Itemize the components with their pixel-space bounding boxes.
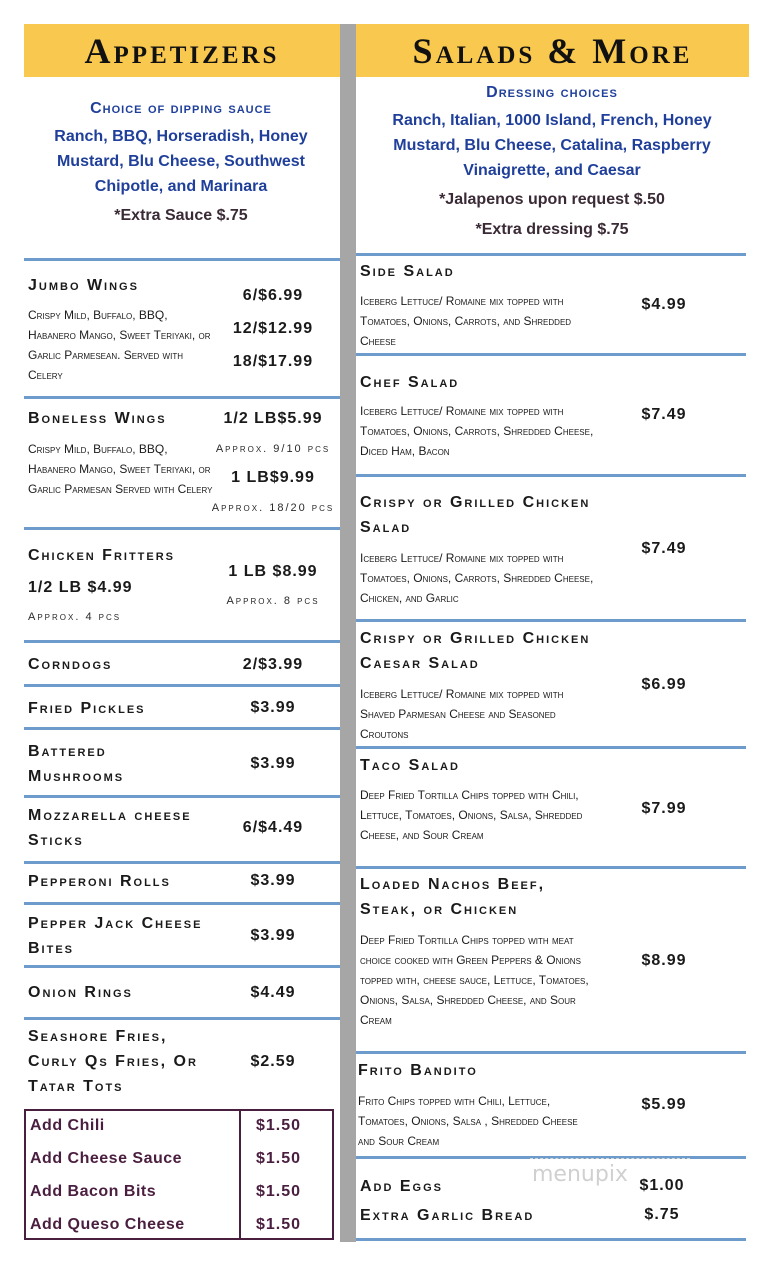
divider (356, 474, 746, 477)
divider (356, 253, 746, 256)
appetizer-item-price: $4.49 (250, 984, 296, 1001)
appetizer-item-name: Pepperoni Rolls (28, 873, 171, 890)
watermark-line (530, 1158, 690, 1159)
addon-name: Add Queso Cheese (30, 1216, 185, 1233)
salad-item-desc: Iceberg Lettuce/ Romaine mix topped with Tomatoes, Onions, Carrots, Shredded Cheese, Diced Ham, Bacon (360, 404, 594, 458)
chicken-fritters-name: Chicken Fritters (28, 547, 175, 564)
appetizer-item-price: $3.99 (250, 927, 296, 944)
appetizer-item-name: Battered Mushrooms (28, 743, 125, 785)
chicken-fritters-note-lb: Approx. 8 pcs (226, 595, 320, 607)
addon-price: $1.50 (256, 1183, 302, 1200)
extra-item-name: Extra Garlic Bread (360, 1207, 535, 1224)
salad-item-name: Crispy or Grilled Chicken Caesar Salad (360, 630, 591, 672)
appetizer-addons-box (24, 1109, 334, 1240)
appetizer-item-price: $3.99 (250, 699, 296, 716)
addon-row (26, 1144, 332, 1177)
appetizer-item-name: Pepper Jack Cheese Bites (28, 915, 203, 957)
salads-header: Salads & More (356, 24, 749, 77)
chicken-fritters-price-lb: 1 LB $8.99 (228, 563, 318, 580)
jumbo-wings-desc: Crispy Mild, Buffalo, BBQ, Habanero Mango, Sweet Teriyaki, or Garlic Parmesean. Served with Celery (28, 308, 211, 382)
addon-name: Add Chili (30, 1117, 105, 1134)
addon-price: $1.50 (256, 1117, 302, 1134)
jumbo-wings-name: Jumbo Wings (28, 277, 139, 294)
addon-name: Add Cheese Sauce (30, 1150, 183, 1167)
dipping-sauce-list: Ranch, BBQ, Horseradish, Honey Mustard, Blu Cheese, Southwest Chipotle, and Marinara (54, 128, 308, 195)
divider (24, 727, 340, 730)
salad-item-name: Frito Bandito (358, 1062, 478, 1079)
divider (356, 353, 746, 356)
addon-row (26, 1111, 332, 1144)
boneless-wings-desc: Crispy Mild, Buffalo, BBQ, Habanero Mango, Sweet Teriyaki, or Garlic Parmesan Served with Celery (28, 442, 213, 496)
jumbo-wings-price-12: 12/$12.99 (232, 320, 314, 337)
appetizer-item-name: Fried Pickles (28, 700, 146, 717)
dipping-sauce-title: Choice of dipping sauce (90, 100, 272, 117)
dressing-title: Dressing choices (486, 84, 618, 101)
divider (24, 527, 340, 530)
salad-item-desc: Iceberg Lettuce/ Romaine mix topped with Shaved Parmesan Cheese and Seasoned Croutons (360, 687, 564, 741)
jumbo-wings-price-6: 6/$6.99 (242, 287, 304, 304)
appetizer-item-price: $3.99 (250, 755, 296, 772)
jumbo-wings-price-18: 18/$17.99 (232, 353, 314, 370)
dipping-sauce-info (28, 100, 334, 225)
salad-item-name: Side Salad (360, 263, 455, 280)
salad-item-name: Crispy or Grilled Chicken Salad (360, 494, 591, 536)
addon-row (26, 1177, 332, 1210)
extra-item-name: Add Eggs (360, 1178, 444, 1195)
divider (24, 902, 340, 905)
dressing-info (362, 84, 742, 239)
salad-item-name: Taco Salad (360, 757, 460, 774)
divider (356, 866, 746, 869)
divider (24, 640, 340, 643)
appetizer-item-name: Corndogs (28, 656, 113, 673)
divider (24, 258, 340, 261)
addon-row (26, 1210, 332, 1243)
salad-item-name: Chef Salad (360, 374, 460, 391)
divider (24, 965, 340, 968)
salad-item-desc: Iceberg Lettuce/ Romaine mix topped with Tomatoes, Onions, Carrots, Shredded Cheese, Chicken, and Garlic (360, 551, 594, 605)
salad-item-price: $7.49 (641, 540, 687, 557)
salad-item-desc: Iceberg Lettuce/ Romaine mix topped with Tomatoes, Onions, Carrots, and Shredded Cheese (360, 294, 572, 348)
salad-item-price: $6.99 (641, 676, 687, 693)
salad-item-desc: Deep Fried Tortilla Chips topped with meat choice cooked with Green Peppers & Onions topped with, cheese sauce, Lettuce, Tomatoes, Onions, Salsa, Shredded Cheese, and Sour Cream (360, 933, 589, 1027)
center-divider (340, 24, 356, 1242)
appetizer-item-name: Mozzarella cheese Sticks (28, 807, 192, 849)
boneless-wings-note-half: Approx. 9/10 pcs (215, 443, 331, 455)
divider (24, 684, 340, 687)
addon-name: Add Bacon Bits (30, 1183, 157, 1200)
boneless-wings-name: Boneless Wings (28, 410, 167, 427)
salad-item-price: $5.99 (641, 1096, 687, 1113)
salad-item-price: $7.99 (641, 800, 687, 817)
divider (24, 861, 340, 864)
salad-item-price: $7.49 (641, 406, 687, 423)
divider (24, 396, 340, 399)
extra-item-price: $.75 (644, 1206, 680, 1223)
appetizer-item-price: $2.59 (250, 1053, 296, 1070)
salad-item-desc: Deep Fried Tortilla Chips topped with Chili, Lettuce, Tomatoes, Onions, Salsa, Shredded Cheese, and Sour Cream (360, 788, 583, 842)
watermark-logo: menupix (532, 1162, 628, 1187)
addon-price: $1.50 (256, 1216, 302, 1233)
boneless-wings-note-lb: Approx. 18/20 pcs (211, 502, 335, 514)
chicken-fritters-price-half: 1/2 LB $4.99 (28, 579, 133, 596)
salad-item-price: $8.99 (641, 952, 687, 969)
addon-price: $1.50 (256, 1150, 302, 1167)
extra-sauce-note: *Extra Sauce $.75 (114, 207, 248, 224)
appetizers-header: Appetizers (24, 24, 340, 77)
appetizer-item-price: $3.99 (250, 872, 296, 889)
dressing-list: Ranch, Italian, 1000 Island, French, Honey Mustard, Blu Cheese, Catalina, Raspberry Vinaigrette, and Caesar (392, 112, 712, 179)
chicken-fritters-note-half: Approx. 4 pcs (28, 611, 122, 623)
salad-item-name: Loaded Nachos Beef, Steak, or Chicken (360, 876, 546, 918)
appetizer-item-price: 2/$3.99 (242, 656, 304, 673)
divider (356, 746, 746, 749)
appetizer-item-name: Seashore Fries, Curly Qs Fries, Or Tatar Tots (28, 1028, 198, 1095)
appetizer-item-price: 6/$4.49 (242, 819, 304, 836)
divider (24, 1017, 340, 1020)
divider (24, 795, 340, 798)
salad-item-price: $4.99 (641, 296, 687, 313)
divider (356, 619, 746, 622)
boneless-wings-price-lb: 1 LB$9.99 (231, 469, 315, 486)
jalapenos-note: *Jalapenos upon request $.50 (439, 191, 665, 208)
extra-item-price: $1.00 (639, 1177, 685, 1194)
boneless-wings-price-half: 1/2 LB$5.99 (223, 410, 323, 427)
salad-item-desc: Frito Chips topped with Chili, Lettuce, Tomatoes, Onions, Salsa , Shredded Cheese and Sour Cream (358, 1094, 578, 1148)
divider (356, 1238, 746, 1241)
extra-dressing-note: *Extra dressing $.75 (475, 221, 629, 238)
divider (356, 1051, 746, 1054)
appetizer-item-name: Onion Rings (28, 984, 133, 1001)
